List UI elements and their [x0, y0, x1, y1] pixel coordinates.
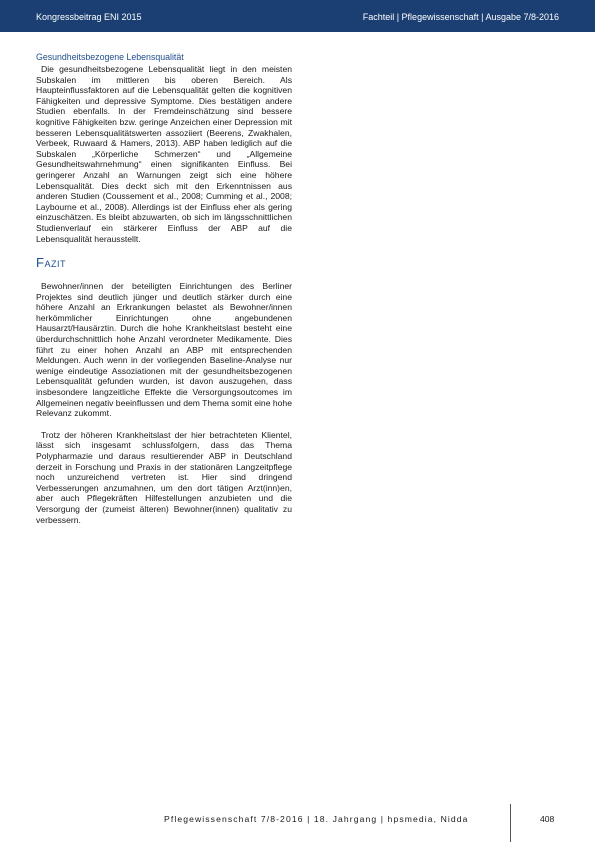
header-section-label: Fachteil | Pflegewissenschaft | Ausgabe 7/8-2016 [362, 12, 559, 22]
header-journal-label: Kongressbeitrag ENI 2015 [36, 12, 142, 22]
main-text-column [36, 52, 292, 525]
paragraph-conclusion-2: Trotz der höheren Krankheitslast der hier betrachteten Klientel, lässt sich insgesamt schlussfolgern, dass das Thema Polypharmazie und daraus resultierender ABP in Deutschland derzeit in Forschung und Praxis in der stationären Langzeitpflege noch unzureichend vertreten ist. Hier sind dringend Verbesserungen anzumahnen, um den dort tätigen Arzt(inn)en, aber auch Pflegekräften Hilfestellungen anzubieten und die Versorgung der (zumeist älteren) Bewohner(innen) qualitativ zu verbessern. [36, 429, 292, 525]
paragraph-conclusion-1: Bewohner/innen der beteiligten Einrichtungen des Berliner Projektes sind deutlich jünger und deutlich stärker durch eine höhere Anzahl an Erkrankungen belastet als Bewohner/innen herkömmlicher Einrichtungen ohne angebundenen Hausarzt/Hausärztin. Durch die hohe Krankheitslast besteht eine überdurchschnittlich hohe Anzahl verordneter Medikamente. Dies führt zu einer hohen Anzahl an ABP mit entsprechenden Meldungen. Auch wenn in der vorliegenden Baseline-Analyse nur wenige eindeutige Assoziationen mit der gesundheitsbezogenen Lebensqualität gefunden wurden, ist davon auszugehen, dass insbesondere langzeitliche Effekte die Versorgungsoutcomes im Allgemeinen negativ beeinflussen und dem Thema somit eine hohe Relevanz zukommt. [36, 281, 292, 419]
subheading-quality-of-life: Gesundheitsbezogene Lebensqualität [36, 52, 184, 62]
paragraph-spacer [36, 419, 292, 430]
footer-divider [510, 804, 511, 842]
paragraph-quality-of-life: Die gesundheitsbezogene Lebensqualität liegt in den meisten Subskalen im mittleren bis oberen Bereich. Als Haupteinflussfaktoren auf die Lebensqualität gelten die kognitiven Fähigkeiten und depressive Symptome. Dies bestätigen andere Studien ebenfalls. In der Fremdeinschätzung sind bessere kognitive Fähigkeiten bzw. geringe Anzeichen einer Depression mit besseren Lebensqualitätswerten assoziiert (Beerens, Zwakhalen, Verbeek, Ruwaard & Hamers, 2013). ABP haben lediglich auf die Subskalen „Körperliche Schmerzen“ und „Allgemeine Gesundheitswahrnehmung“ einen signifikanten Einfluss. Bei geringerer Anzahl an Warnungen zeigt sich eine höhere Lebensqualität. Dies deckt sich mit den Erkenntnissen aus anderen Studien (Coussement et al., 2008; Cumming et al., 2008; Laybourne et al., 2008). Allerdings ist der Einfluss eher als gering einzuschätzen. Es bleibt abzuwarten, ob sich im längsschnittlichen Studienverlauf ein stärkerer Einfluss der ABP auf die Lebensqualität herausstellt. [36, 64, 292, 244]
section-heading-conclusion: Fazit [36, 255, 66, 271]
page-number: 408 [540, 814, 555, 824]
footer-journal-info: Pflegewissenschaft 7/8-2016 | 18. Jahrgang | hpsmedia, Nidda [164, 814, 469, 824]
page-header [0, 0, 595, 32]
